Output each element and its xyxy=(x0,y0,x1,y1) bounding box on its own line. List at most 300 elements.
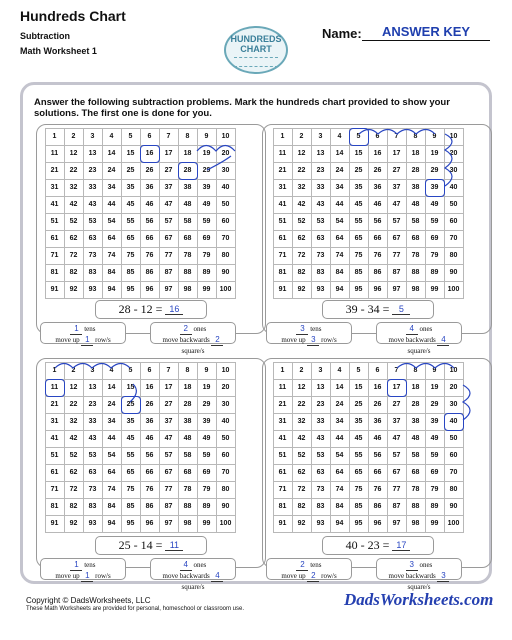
chart-cell-30[interactable]: 30 xyxy=(444,162,464,180)
chart-cell-95[interactable]: 95 xyxy=(349,281,369,299)
chart-cell-60[interactable]: 60 xyxy=(216,447,236,465)
ones-count[interactable]: 2 xyxy=(180,324,192,335)
chart-cell-96[interactable]: 96 xyxy=(368,515,388,533)
chart-cell-20[interactable]: 20 xyxy=(216,145,236,163)
chart-cell-79[interactable]: 79 xyxy=(425,247,445,265)
chart-cell-47[interactable]: 47 xyxy=(387,430,407,448)
chart-cell-32[interactable]: 32 xyxy=(64,413,84,431)
chart-cell-94[interactable]: 94 xyxy=(330,515,350,533)
chart-cell-58[interactable]: 58 xyxy=(178,213,198,231)
chart-cell-92[interactable]: 92 xyxy=(292,281,312,299)
answer-field[interactable]: 5 xyxy=(392,304,410,315)
chart-cell-88[interactable]: 88 xyxy=(178,498,198,516)
chart-cell-86[interactable]: 86 xyxy=(140,498,160,516)
chart-cell-91[interactable]: 91 xyxy=(273,281,293,299)
chart-cell-63[interactable]: 63 xyxy=(311,230,331,248)
chart-cell-65[interactable]: 65 xyxy=(349,230,369,248)
chart-cell-1[interactable]: 1 xyxy=(273,128,293,146)
chart-cell-64[interactable]: 64 xyxy=(102,464,122,482)
chart-cell-90[interactable]: 90 xyxy=(444,498,464,516)
answer-field[interactable]: 11 xyxy=(165,540,183,551)
chart-cell-65[interactable]: 65 xyxy=(349,464,369,482)
chart-cell-90[interactable]: 90 xyxy=(216,264,236,282)
chart-cell-83[interactable]: 83 xyxy=(83,498,103,516)
chart-cell-9[interactable]: 9 xyxy=(197,362,217,380)
chart-cell-67[interactable]: 67 xyxy=(159,464,179,482)
tens-count[interactable]: 3 xyxy=(296,324,308,335)
chart-cell-61[interactable]: 61 xyxy=(45,464,65,482)
chart-cell-46[interactable]: 46 xyxy=(368,196,388,214)
chart-cell-80[interactable]: 80 xyxy=(444,481,464,499)
chart-cell-63[interactable]: 63 xyxy=(83,230,103,248)
chart-cell-83[interactable]: 83 xyxy=(311,264,331,282)
chart-cell-78[interactable]: 78 xyxy=(178,481,198,499)
chart-cell-23[interactable]: 23 xyxy=(311,162,331,180)
chart-cell-88[interactable]: 88 xyxy=(406,498,426,516)
chart-cell-92[interactable]: 92 xyxy=(292,515,312,533)
chart-cell-91[interactable]: 91 xyxy=(45,515,65,533)
chart-cell-79[interactable]: 79 xyxy=(197,247,217,265)
chart-cell-47[interactable]: 47 xyxy=(159,430,179,448)
chart-cell-97[interactable]: 97 xyxy=(159,281,179,299)
chart-cell-28[interactable]: 28 xyxy=(406,396,426,414)
chart-cell-65[interactable]: 65 xyxy=(121,464,141,482)
chart-cell-87[interactable]: 87 xyxy=(159,264,179,282)
chart-cell-35[interactable]: 35 xyxy=(121,179,141,197)
chart-cell-68[interactable]: 68 xyxy=(406,464,426,482)
chart-cell-93[interactable]: 93 xyxy=(83,515,103,533)
chart-cell-29[interactable]: 29 xyxy=(425,162,445,180)
rows-count[interactable]: 3 xyxy=(307,335,319,346)
chart-cell-26[interactable]: 26 xyxy=(140,396,160,414)
rows-count[interactable]: 1 xyxy=(81,571,93,582)
chart-cell-14[interactable]: 14 xyxy=(102,145,122,163)
chart-cell-51[interactable]: 51 xyxy=(45,447,65,465)
chart-cell-75[interactable]: 75 xyxy=(349,247,369,265)
chart-cell-25[interactable]: 25 xyxy=(349,396,369,414)
tens-count[interactable]: 2 xyxy=(296,560,308,571)
chart-cell-2[interactable]: 2 xyxy=(64,128,84,146)
chart-cell-84[interactable]: 84 xyxy=(330,264,350,282)
rows-count[interactable]: 2 xyxy=(307,571,319,582)
chart-cell-28[interactable]: 28 xyxy=(406,162,426,180)
chart-cell-44[interactable]: 44 xyxy=(102,196,122,214)
chart-cell-53[interactable]: 53 xyxy=(311,213,331,231)
chart-cell-39[interactable]: 39 xyxy=(197,179,217,197)
chart-cell-7[interactable]: 7 xyxy=(387,362,407,380)
chart-cell-98[interactable]: 98 xyxy=(178,515,198,533)
chart-cell-35[interactable]: 35 xyxy=(349,179,369,197)
chart-cell-29[interactable]: 29 xyxy=(197,162,217,180)
chart-cell-93[interactable]: 93 xyxy=(311,515,331,533)
chart-cell-6[interactable]: 6 xyxy=(368,128,388,146)
chart-cell-63[interactable]: 63 xyxy=(83,464,103,482)
chart-cell-11[interactable]: 11 xyxy=(273,145,293,163)
chart-cell-34[interactable]: 34 xyxy=(102,179,122,197)
chart-cell-12[interactable]: 12 xyxy=(292,379,312,397)
chart-cell-3[interactable]: 3 xyxy=(83,362,103,380)
chart-cell-81[interactable]: 81 xyxy=(273,264,293,282)
chart-cell-69[interactable]: 69 xyxy=(197,464,217,482)
chart-cell-97[interactable]: 97 xyxy=(387,281,407,299)
chart-cell-93[interactable]: 93 xyxy=(311,281,331,299)
chart-cell-43[interactable]: 43 xyxy=(83,196,103,214)
chart-cell-17[interactable]: 17 xyxy=(387,145,407,163)
chart-cell-66[interactable]: 66 xyxy=(368,464,388,482)
chart-cell-37[interactable]: 37 xyxy=(159,413,179,431)
chart-cell-72[interactable]: 72 xyxy=(292,481,312,499)
chart-cell-95[interactable]: 95 xyxy=(121,515,141,533)
chart-cell-91[interactable]: 91 xyxy=(45,281,65,299)
chart-cell-11[interactable]: 11 xyxy=(273,379,293,397)
chart-cell-99[interactable]: 99 xyxy=(197,515,217,533)
chart-cell-56[interactable]: 56 xyxy=(140,213,160,231)
squares-count[interactable]: 4 xyxy=(211,571,223,582)
chart-cell-7[interactable]: 7 xyxy=(159,128,179,146)
chart-cell-54[interactable]: 54 xyxy=(330,213,350,231)
chart-cell-89[interactable]: 89 xyxy=(197,264,217,282)
chart-cell-45[interactable]: 45 xyxy=(121,430,141,448)
chart-cell-41[interactable]: 41 xyxy=(273,196,293,214)
chart-cell-60[interactable]: 60 xyxy=(444,447,464,465)
chart-cell-97[interactable]: 97 xyxy=(387,515,407,533)
chart-cell-49[interactable]: 49 xyxy=(425,196,445,214)
chart-cell-41[interactable]: 41 xyxy=(45,430,65,448)
chart-cell-45[interactable]: 45 xyxy=(349,196,369,214)
chart-cell-53[interactable]: 53 xyxy=(83,447,103,465)
chart-cell-84[interactable]: 84 xyxy=(102,498,122,516)
chart-cell-77[interactable]: 77 xyxy=(159,247,179,265)
chart-cell-24[interactable]: 24 xyxy=(102,396,122,414)
chart-cell-28[interactable]: 28 xyxy=(178,162,198,180)
chart-cell-25[interactable]: 25 xyxy=(121,396,141,414)
chart-cell-91[interactable]: 91 xyxy=(273,515,293,533)
chart-cell-74[interactable]: 74 xyxy=(102,481,122,499)
chart-cell-58[interactable]: 58 xyxy=(178,447,198,465)
chart-cell-12[interactable]: 12 xyxy=(64,379,84,397)
chart-cell-52[interactable]: 52 xyxy=(64,447,84,465)
chart-cell-46[interactable]: 46 xyxy=(368,430,388,448)
chart-cell-92[interactable]: 92 xyxy=(64,515,84,533)
chart-cell-21[interactable]: 21 xyxy=(273,162,293,180)
chart-cell-88[interactable]: 88 xyxy=(178,264,198,282)
chart-cell-100[interactable]: 100 xyxy=(444,515,464,533)
chart-cell-22[interactable]: 22 xyxy=(292,162,312,180)
chart-cell-67[interactable]: 67 xyxy=(387,464,407,482)
chart-cell-18[interactable]: 18 xyxy=(406,145,426,163)
chart-cell-81[interactable]: 81 xyxy=(273,498,293,516)
chart-cell-43[interactable]: 43 xyxy=(83,430,103,448)
chart-cell-24[interactable]: 24 xyxy=(330,162,350,180)
chart-cell-82[interactable]: 82 xyxy=(292,264,312,282)
chart-cell-75[interactable]: 75 xyxy=(349,481,369,499)
chart-cell-35[interactable]: 35 xyxy=(349,413,369,431)
chart-cell-87[interactable]: 87 xyxy=(387,264,407,282)
chart-cell-64[interactable]: 64 xyxy=(330,464,350,482)
chart-cell-56[interactable]: 56 xyxy=(140,447,160,465)
chart-cell-74[interactable]: 74 xyxy=(102,247,122,265)
chart-cell-3[interactable]: 3 xyxy=(311,128,331,146)
chart-cell-1[interactable]: 1 xyxy=(45,362,65,380)
chart-cell-56[interactable]: 56 xyxy=(368,213,388,231)
chart-cell-89[interactable]: 89 xyxy=(425,498,445,516)
chart-cell-41[interactable]: 41 xyxy=(273,430,293,448)
chart-cell-76[interactable]: 76 xyxy=(368,247,388,265)
chart-cell-57[interactable]: 57 xyxy=(159,447,179,465)
chart-cell-18[interactable]: 18 xyxy=(406,379,426,397)
chart-cell-40[interactable]: 40 xyxy=(216,179,236,197)
chart-cell-13[interactable]: 13 xyxy=(311,145,331,163)
ones-count[interactable]: 3 xyxy=(406,560,418,571)
chart-cell-94[interactable]: 94 xyxy=(102,281,122,299)
chart-cell-27[interactable]: 27 xyxy=(387,396,407,414)
chart-cell-48[interactable]: 48 xyxy=(406,430,426,448)
chart-cell-19[interactable]: 19 xyxy=(197,145,217,163)
chart-cell-41[interactable]: 41 xyxy=(45,196,65,214)
chart-cell-82[interactable]: 82 xyxy=(64,264,84,282)
chart-cell-20[interactable]: 20 xyxy=(444,379,464,397)
chart-cell-59[interactable]: 59 xyxy=(425,447,445,465)
chart-cell-14[interactable]: 14 xyxy=(330,379,350,397)
chart-cell-16[interactable]: 16 xyxy=(140,379,160,397)
chart-cell-58[interactable]: 58 xyxy=(406,447,426,465)
chart-cell-50[interactable]: 50 xyxy=(216,196,236,214)
chart-cell-89[interactable]: 89 xyxy=(425,264,445,282)
chart-cell-7[interactable]: 7 xyxy=(159,362,179,380)
chart-cell-6[interactable]: 6 xyxy=(140,362,160,380)
chart-cell-80[interactable]: 80 xyxy=(216,247,236,265)
chart-cell-57[interactable]: 57 xyxy=(159,213,179,231)
chart-cell-99[interactable]: 99 xyxy=(425,281,445,299)
chart-cell-76[interactable]: 76 xyxy=(140,481,160,499)
squares-count[interactable]: 3 xyxy=(437,571,449,582)
chart-cell-72[interactable]: 72 xyxy=(292,247,312,265)
chart-cell-71[interactable]: 71 xyxy=(273,247,293,265)
chart-cell-17[interactable]: 17 xyxy=(159,145,179,163)
chart-cell-85[interactable]: 85 xyxy=(349,498,369,516)
chart-cell-67[interactable]: 67 xyxy=(159,230,179,248)
chart-cell-38[interactable]: 38 xyxy=(178,413,198,431)
chart-cell-52[interactable]: 52 xyxy=(292,447,312,465)
chart-cell-85[interactable]: 85 xyxy=(349,264,369,282)
chart-cell-2[interactable]: 2 xyxy=(292,362,312,380)
ones-count[interactable]: 4 xyxy=(406,324,418,335)
chart-cell-76[interactable]: 76 xyxy=(368,481,388,499)
chart-cell-58[interactable]: 58 xyxy=(406,213,426,231)
chart-cell-96[interactable]: 96 xyxy=(368,281,388,299)
chart-cell-86[interactable]: 86 xyxy=(368,264,388,282)
chart-cell-15[interactable]: 15 xyxy=(349,379,369,397)
chart-cell-50[interactable]: 50 xyxy=(444,196,464,214)
chart-cell-16[interactable]: 16 xyxy=(368,379,388,397)
chart-cell-40[interactable]: 40 xyxy=(216,413,236,431)
chart-cell-5[interactable]: 5 xyxy=(349,128,369,146)
chart-cell-50[interactable]: 50 xyxy=(216,430,236,448)
chart-cell-85[interactable]: 85 xyxy=(121,264,141,282)
chart-cell-5[interactable]: 5 xyxy=(121,128,141,146)
chart-cell-22[interactable]: 22 xyxy=(64,396,84,414)
chart-cell-65[interactable]: 65 xyxy=(121,230,141,248)
chart-cell-22[interactable]: 22 xyxy=(64,162,84,180)
chart-cell-95[interactable]: 95 xyxy=(121,281,141,299)
chart-cell-84[interactable]: 84 xyxy=(102,264,122,282)
chart-cell-25[interactable]: 25 xyxy=(349,162,369,180)
chart-cell-87[interactable]: 87 xyxy=(387,498,407,516)
chart-cell-31[interactable]: 31 xyxy=(45,179,65,197)
chart-cell-13[interactable]: 13 xyxy=(311,379,331,397)
chart-cell-18[interactable]: 18 xyxy=(178,379,198,397)
chart-cell-38[interactable]: 38 xyxy=(406,179,426,197)
chart-cell-42[interactable]: 42 xyxy=(64,196,84,214)
chart-cell-48[interactable]: 48 xyxy=(178,430,198,448)
chart-cell-24[interactable]: 24 xyxy=(102,162,122,180)
chart-cell-92[interactable]: 92 xyxy=(64,281,84,299)
chart-cell-55[interactable]: 55 xyxy=(121,447,141,465)
chart-cell-93[interactable]: 93 xyxy=(83,281,103,299)
chart-cell-87[interactable]: 87 xyxy=(159,498,179,516)
chart-cell-68[interactable]: 68 xyxy=(178,230,198,248)
chart-cell-29[interactable]: 29 xyxy=(197,396,217,414)
chart-cell-38[interactable]: 38 xyxy=(178,179,198,197)
chart-cell-45[interactable]: 45 xyxy=(121,196,141,214)
chart-cell-49[interactable]: 49 xyxy=(197,196,217,214)
chart-cell-23[interactable]: 23 xyxy=(83,162,103,180)
chart-cell-100[interactable]: 100 xyxy=(216,515,236,533)
chart-cell-80[interactable]: 80 xyxy=(216,481,236,499)
chart-cell-10[interactable]: 10 xyxy=(444,128,464,146)
chart-cell-98[interactable]: 98 xyxy=(406,515,426,533)
chart-cell-64[interactable]: 64 xyxy=(330,230,350,248)
chart-cell-56[interactable]: 56 xyxy=(368,447,388,465)
chart-cell-72[interactable]: 72 xyxy=(64,481,84,499)
chart-cell-47[interactable]: 47 xyxy=(159,196,179,214)
chart-cell-61[interactable]: 61 xyxy=(273,230,293,248)
chart-cell-15[interactable]: 15 xyxy=(349,145,369,163)
chart-cell-50[interactable]: 50 xyxy=(444,430,464,448)
chart-cell-37[interactable]: 37 xyxy=(387,179,407,197)
chart-cell-69[interactable]: 69 xyxy=(425,464,445,482)
chart-cell-30[interactable]: 30 xyxy=(216,396,236,414)
chart-cell-62[interactable]: 62 xyxy=(292,230,312,248)
chart-cell-1[interactable]: 1 xyxy=(45,128,65,146)
chart-cell-71[interactable]: 71 xyxy=(45,247,65,265)
chart-cell-94[interactable]: 94 xyxy=(102,515,122,533)
chart-cell-1[interactable]: 1 xyxy=(273,362,293,380)
chart-cell-10[interactable]: 10 xyxy=(216,362,236,380)
chart-cell-21[interactable]: 21 xyxy=(45,396,65,414)
chart-cell-32[interactable]: 32 xyxy=(292,413,312,431)
chart-cell-39[interactable]: 39 xyxy=(197,413,217,431)
chart-cell-96[interactable]: 96 xyxy=(140,281,160,299)
chart-cell-17[interactable]: 17 xyxy=(159,379,179,397)
chart-cell-82[interactable]: 82 xyxy=(292,498,312,516)
squares-count[interactable]: 4 xyxy=(437,335,449,346)
chart-cell-32[interactable]: 32 xyxy=(292,179,312,197)
answer-field[interactable]: 17 xyxy=(392,540,410,551)
chart-cell-77[interactable]: 77 xyxy=(387,481,407,499)
chart-cell-94[interactable]: 94 xyxy=(330,281,350,299)
rows-count[interactable]: 1 xyxy=(81,335,93,346)
chart-cell-90[interactable]: 90 xyxy=(216,498,236,516)
chart-cell-97[interactable]: 97 xyxy=(159,515,179,533)
chart-cell-48[interactable]: 48 xyxy=(406,196,426,214)
chart-cell-23[interactable]: 23 xyxy=(83,396,103,414)
chart-cell-66[interactable]: 66 xyxy=(140,230,160,248)
chart-cell-69[interactable]: 69 xyxy=(197,230,217,248)
chart-cell-62[interactable]: 62 xyxy=(64,230,84,248)
chart-cell-45[interactable]: 45 xyxy=(349,430,369,448)
chart-cell-17[interactable]: 17 xyxy=(387,379,407,397)
chart-cell-71[interactable]: 71 xyxy=(273,481,293,499)
chart-cell-99[interactable]: 99 xyxy=(425,515,445,533)
chart-cell-39[interactable]: 39 xyxy=(425,413,445,431)
chart-cell-15[interactable]: 15 xyxy=(121,145,141,163)
chart-cell-67[interactable]: 67 xyxy=(387,230,407,248)
chart-cell-8[interactable]: 8 xyxy=(406,362,426,380)
chart-cell-13[interactable]: 13 xyxy=(83,145,103,163)
chart-cell-51[interactable]: 51 xyxy=(273,447,293,465)
chart-cell-61[interactable]: 61 xyxy=(273,464,293,482)
chart-cell-70[interactable]: 70 xyxy=(444,230,464,248)
chart-cell-100[interactable]: 100 xyxy=(444,281,464,299)
chart-cell-63[interactable]: 63 xyxy=(311,464,331,482)
chart-cell-46[interactable]: 46 xyxy=(140,430,160,448)
chart-cell-76[interactable]: 76 xyxy=(140,247,160,265)
chart-cell-26[interactable]: 26 xyxy=(140,162,160,180)
name-field[interactable]: ANSWER KEY xyxy=(362,24,490,41)
chart-cell-11[interactable]: 11 xyxy=(45,145,65,163)
chart-cell-42[interactable]: 42 xyxy=(292,430,312,448)
chart-cell-48[interactable]: 48 xyxy=(178,196,198,214)
chart-cell-44[interactable]: 44 xyxy=(330,430,350,448)
chart-cell-42[interactable]: 42 xyxy=(292,196,312,214)
chart-cell-27[interactable]: 27 xyxy=(387,162,407,180)
chart-cell-22[interactable]: 22 xyxy=(292,396,312,414)
chart-cell-31[interactable]: 31 xyxy=(273,179,293,197)
chart-cell-71[interactable]: 71 xyxy=(45,481,65,499)
chart-cell-77[interactable]: 77 xyxy=(387,247,407,265)
chart-cell-75[interactable]: 75 xyxy=(121,247,141,265)
chart-cell-5[interactable]: 5 xyxy=(349,362,369,380)
chart-cell-46[interactable]: 46 xyxy=(140,196,160,214)
chart-cell-36[interactable]: 36 xyxy=(368,413,388,431)
chart-cell-55[interactable]: 55 xyxy=(121,213,141,231)
chart-cell-20[interactable]: 20 xyxy=(216,379,236,397)
chart-cell-73[interactable]: 73 xyxy=(83,481,103,499)
chart-cell-54[interactable]: 54 xyxy=(330,447,350,465)
chart-cell-9[interactable]: 9 xyxy=(425,128,445,146)
chart-cell-81[interactable]: 81 xyxy=(45,498,65,516)
chart-cell-40[interactable]: 40 xyxy=(444,179,464,197)
chart-cell-18[interactable]: 18 xyxy=(178,145,198,163)
chart-cell-80[interactable]: 80 xyxy=(444,247,464,265)
chart-cell-55[interactable]: 55 xyxy=(349,447,369,465)
chart-cell-59[interactable]: 59 xyxy=(197,447,217,465)
chart-cell-34[interactable]: 34 xyxy=(330,179,350,197)
chart-cell-3[interactable]: 3 xyxy=(311,362,331,380)
chart-cell-33[interactable]: 33 xyxy=(311,413,331,431)
answer-field[interactable]: 16 xyxy=(165,304,183,315)
chart-cell-26[interactable]: 26 xyxy=(368,396,388,414)
chart-cell-60[interactable]: 60 xyxy=(444,213,464,231)
chart-cell-83[interactable]: 83 xyxy=(311,498,331,516)
chart-cell-10[interactable]: 10 xyxy=(444,362,464,380)
chart-cell-19[interactable]: 19 xyxy=(425,145,445,163)
chart-cell-88[interactable]: 88 xyxy=(406,264,426,282)
chart-cell-14[interactable]: 14 xyxy=(102,379,122,397)
chart-cell-73[interactable]: 73 xyxy=(311,481,331,499)
chart-cell-70[interactable]: 70 xyxy=(216,230,236,248)
